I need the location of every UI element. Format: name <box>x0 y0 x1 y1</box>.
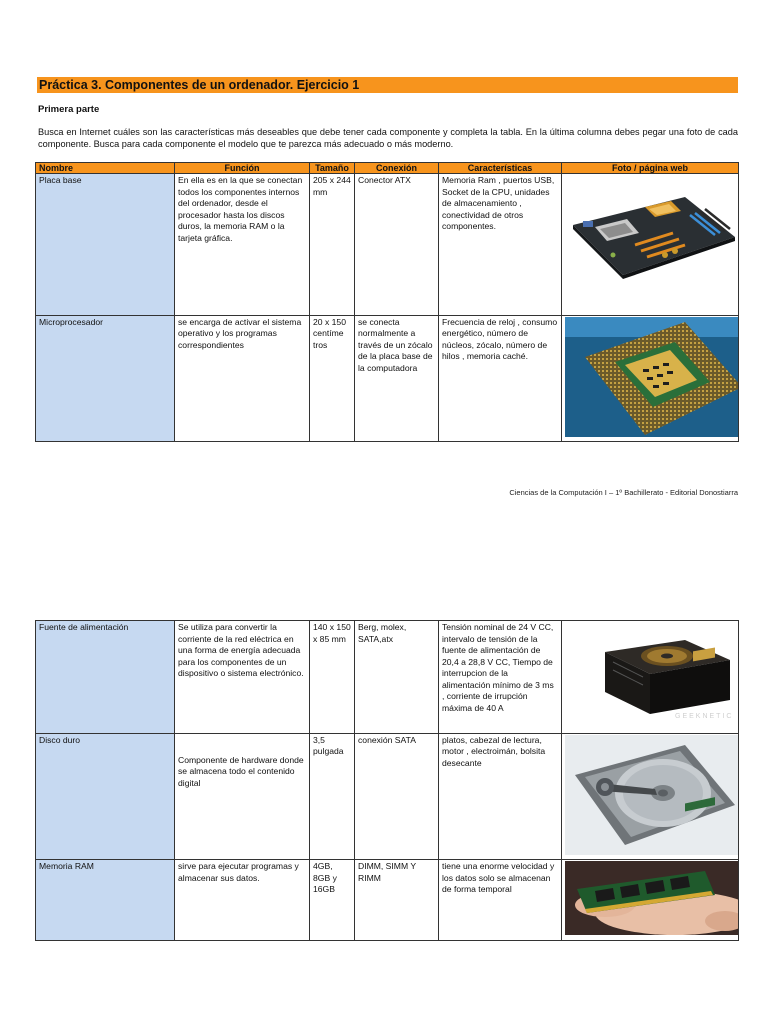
motherboard-photo <box>562 174 739 316</box>
hard-disk-photo <box>562 733 739 860</box>
cpu-photo <box>562 315 739 442</box>
header-conexion: Conexión <box>355 163 439 174</box>
row-conexion: Berg, molex, SATA,atx <box>355 621 439 734</box>
section-subtitle: Primera parte <box>38 104 100 115</box>
header-foto: Foto / página web <box>562 163 739 174</box>
row-conexion: DIMM, SIMM Y RIMM <box>355 860 439 941</box>
table-row <box>36 733 739 860</box>
table-header-row <box>36 163 739 174</box>
row-conexion: Conector ATX <box>355 174 439 316</box>
row-funcion-text: Componente de hardware donde se almacena todo el contenido digital <box>178 754 304 788</box>
row-name: Fuente de alimentación <box>36 621 175 734</box>
row-tamano: 4GB, 8GB y 16GB <box>310 860 355 941</box>
table-row <box>36 860 739 941</box>
row-tamano: 3,5 pulgada <box>310 733 355 860</box>
row-conexion: se conecta normalmente a través de un zócalo de la placa base de la computadora <box>355 315 439 442</box>
header-nombre: Nombre <box>36 163 175 174</box>
row-funcion: En ella es en la que se conectan todos los componentes internos del ordenador, desde el procesador hasta los discos duros, la memoria RAM o la tarjeta gráfica. <box>175 174 310 316</box>
row-tamano: 140 x 150 x 85 mm <box>310 621 355 734</box>
table-row <box>36 621 739 734</box>
row-funcion <box>175 733 310 860</box>
header-tamano: Tamaño <box>310 163 355 174</box>
row-caracteristicas: Memoria Ram , puertos USB, Socket de la CPU, unidades de almacenamiento , conectividad de otros componentes. <box>439 174 562 316</box>
cpu-image <box>565 317 739 437</box>
table-row <box>36 174 739 316</box>
ram-photo <box>562 860 739 941</box>
hard-disk-image <box>565 735 739 855</box>
motherboard-image <box>565 175 739 310</box>
page-footer: Ciencias de la Computación I – 1º Bachillerato - Editorial Donostiarra <box>509 488 738 497</box>
row-name: Disco duro <box>36 733 175 860</box>
intro-paragraph: Busca en Internet cuáles son las características más deseables que debe tener cada componente y completa la tabla. En la última columna debes pegar una foto de cada componente. Busca para cada componente el modelo que te parezca más adecuado o más moderno. <box>38 127 738 149</box>
page-title: Práctica 3. Componentes de un ordenador. Ejercicio 1 <box>37 77 738 93</box>
components-table-part2 <box>35 620 739 941</box>
row-funcion: sirve para ejecutar programas y almacenar sus datos. <box>175 860 310 941</box>
row-conexion: conexión SATA <box>355 733 439 860</box>
ram-image <box>565 861 739 935</box>
power-supply-photo <box>562 621 739 734</box>
components-table-part1 <box>35 162 739 442</box>
power-supply-image <box>565 622 739 728</box>
row-name: Placa base <box>36 174 175 316</box>
row-caracteristicas: tiene una enorme velocidad y los datos solo se almacenan de forma temporal <box>439 860 562 941</box>
row-tamano: 205 x 244 mm <box>310 174 355 316</box>
row-funcion: se encarga de activar el sistema operativo y los programas correspondientes <box>175 315 310 442</box>
watermark: GEEKNETIC <box>675 713 734 720</box>
row-caracteristicas: Tensión nominal de 24 V CC, intervalo de tensión de la fuente de alimentación de 20,4 a 28,8 V CC, Tiempo de interrupcion de la alimentación mínimo de 3 ms , corriente de irrupción máxima de 40 A <box>439 621 562 734</box>
row-caracteristicas: Frecuencia de reloj , consumo energético, número de núcleos, zócalo, número de hilos , memoria caché. <box>439 315 562 442</box>
row-name: Microprocesador <box>36 315 175 442</box>
row-caracteristicas: platos, cabezal de lectura, motor , electroimán, bolsita desecante <box>439 733 562 860</box>
header-caracteristicas: Características <box>439 163 562 174</box>
table-row <box>36 315 739 442</box>
row-funcion: Se utiliza para convertir la corriente de la red eléctrica en una forma de energía adecuada para los componentes de un dispositivo o sistema electrónico. <box>175 621 310 734</box>
header-funcion: Función <box>175 163 310 174</box>
row-name: Memoria RAM <box>36 860 175 941</box>
row-tamano: 20 x 150 centíme tros <box>310 315 355 442</box>
